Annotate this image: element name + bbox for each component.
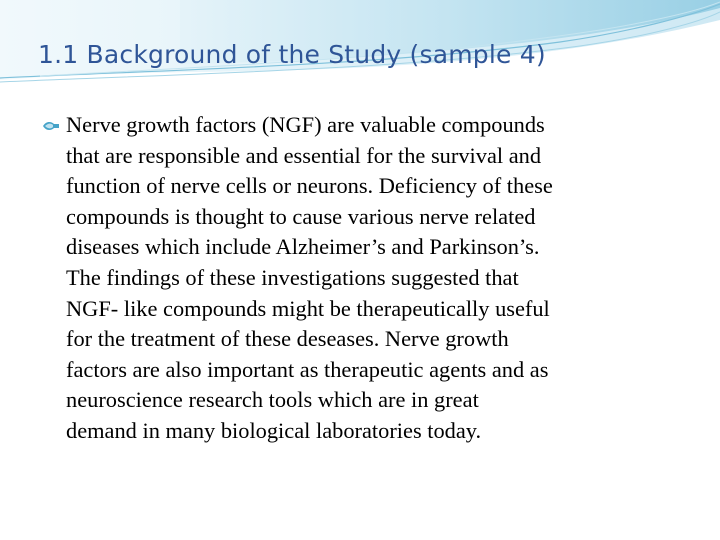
body-line-6 xyxy=(42,263,692,294)
body-line-7 xyxy=(42,294,692,325)
body-text-line: compounds is thought to cause various nerve related xyxy=(66,203,536,229)
body-text-line: function of nerve cells or neurons. Deficiency of these xyxy=(66,173,553,199)
slide-title: 1.1 Background of the Study (sample 4) xyxy=(38,40,546,69)
body-line-4 xyxy=(42,202,692,233)
body-text-line: neuroscience research tools which are in great xyxy=(66,387,479,413)
slide-body xyxy=(42,110,692,447)
body-text-line: diseases which include Alzheimer’s and Parkinson’s. xyxy=(66,234,540,260)
decorative-bullet-icon xyxy=(42,120,60,132)
body-line-11 xyxy=(42,416,692,447)
body-text-line: that are responsible and essential for the survival and xyxy=(66,142,542,168)
body-line-3 xyxy=(42,171,692,202)
body-text-line: demand in many biological laboratories today. xyxy=(66,417,482,443)
body-text-line: NGF- like compounds might be therapeutically useful xyxy=(66,295,550,321)
body-line-2 xyxy=(42,141,692,172)
body-text-line: Nerve growth factors (NGF) are valuable compounds xyxy=(66,112,545,137)
body-line-10 xyxy=(42,385,692,416)
body-line-8 xyxy=(42,324,692,355)
body-text-line: for the treatment of these deseases. Nerve growth xyxy=(66,326,509,352)
body-line-5 xyxy=(42,232,692,263)
body-text-line: The findings of these investigations suggested that xyxy=(66,264,519,290)
body-line-1 xyxy=(42,110,692,141)
body-line-9 xyxy=(42,355,692,386)
body-text-line: factors are also important as therapeutic agents and as xyxy=(66,356,549,382)
